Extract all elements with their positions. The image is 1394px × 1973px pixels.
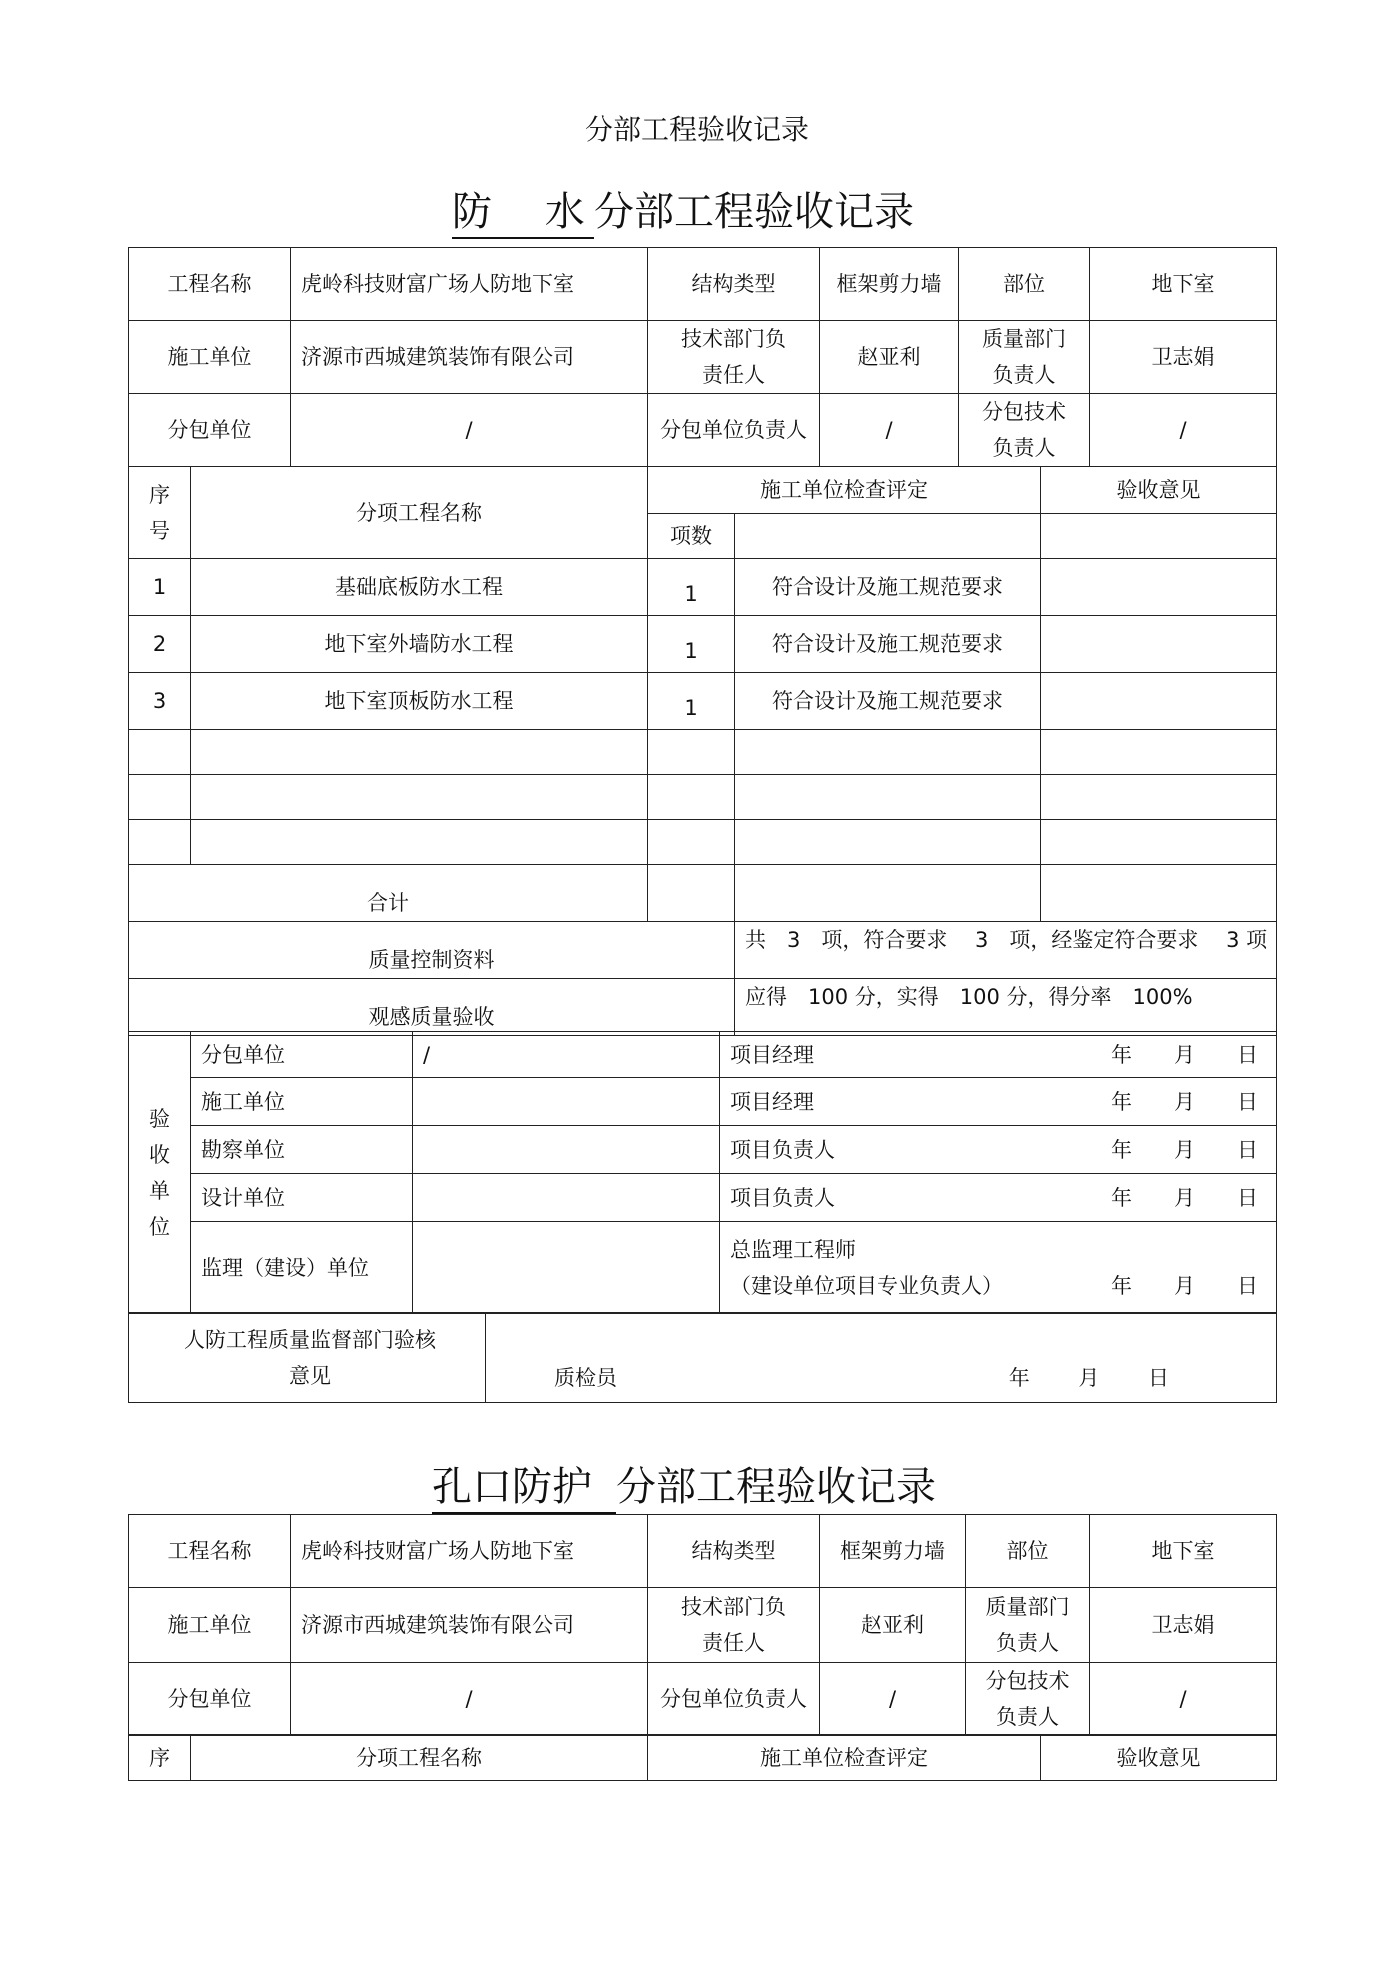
sub-tech-head-label: 分包技术负责人 bbox=[966, 1663, 1090, 1736]
sub-unit-head-value: / bbox=[820, 1663, 966, 1736]
item-seq: 2 bbox=[129, 616, 191, 673]
result-column-header bbox=[735, 514, 1041, 559]
sub-unit-label: 分包单位 bbox=[129, 1663, 291, 1736]
sign-date: 年 月 日 bbox=[1111, 1273, 1258, 1298]
item-name: 地下室外墙防水工程 bbox=[191, 616, 648, 673]
quality-docs-value: 共 3 项，符合要求 3 项，经鉴定符合要求 3 项 bbox=[735, 922, 1277, 979]
sign-date: 年 月 日 bbox=[1111, 1137, 1258, 1162]
signer-role: 项目负责人 bbox=[730, 1137, 835, 1162]
supervision-label: 人防工程质量监督部门验核意见 bbox=[129, 1313, 486, 1403]
acceptance-unit-value bbox=[413, 1174, 720, 1222]
opinion-column-header: 验收意见 bbox=[1041, 467, 1277, 514]
total-label: 合计 bbox=[129, 865, 648, 922]
empty-cell bbox=[129, 775, 191, 820]
table-row-empty bbox=[129, 820, 1277, 865]
empty-cell bbox=[1041, 820, 1277, 865]
contractor-label: 施工单位 bbox=[129, 1588, 291, 1663]
signer-role: 项目经理 bbox=[730, 1089, 814, 1114]
form1-supervision-table bbox=[128, 1312, 1277, 1403]
item-count: 1 bbox=[648, 559, 735, 616]
structure-type-label: 结构类型 bbox=[648, 1515, 820, 1588]
signer-role-secondary: （建设单位项目专业负责人） bbox=[730, 1273, 1003, 1298]
inspection-column-header: 施工单位检查评定 bbox=[648, 1735, 1041, 1781]
acceptance-unit-value bbox=[413, 1078, 720, 1126]
supervision-date: 年 月 日 bbox=[1008, 1366, 1170, 1390]
item-opinion bbox=[1041, 559, 1277, 616]
empty-cell bbox=[191, 730, 648, 775]
acceptance-unit-value bbox=[413, 1222, 720, 1314]
acceptance-signature bbox=[720, 1222, 1277, 1314]
item-seq: 1 bbox=[129, 559, 191, 616]
sub-unit-value: / bbox=[291, 394, 648, 467]
location-value: 地下室 bbox=[1090, 1515, 1277, 1588]
empty-cell bbox=[1041, 730, 1277, 775]
total-count bbox=[648, 865, 735, 922]
tech-head-label: 技术部门负责任人 bbox=[648, 321, 820, 394]
signer-role: 项目经理 bbox=[730, 1042, 814, 1067]
sub-unit-value: / bbox=[291, 1663, 648, 1736]
acceptance-unit-name: 施工单位 bbox=[191, 1078, 413, 1126]
empty-cell bbox=[191, 820, 648, 865]
acceptance-signature bbox=[720, 1126, 1277, 1174]
form2-header-table bbox=[128, 1514, 1277, 1736]
item-count: 1 bbox=[648, 616, 735, 673]
item-name: 地下室顶板防水工程 bbox=[191, 673, 648, 730]
acceptance-signature bbox=[720, 1032, 1277, 1078]
tech-head-value: 赵亚利 bbox=[820, 1588, 966, 1663]
empty-cell bbox=[648, 775, 735, 820]
project-name-label: 工程名称 bbox=[129, 1515, 291, 1588]
empty-cell bbox=[648, 730, 735, 775]
acceptance-unit-name: 监理（建设）单位 bbox=[191, 1222, 413, 1314]
total-result bbox=[735, 865, 1041, 922]
acceptance-unit-name: 分包单位 bbox=[191, 1032, 413, 1078]
contractor-value: 济源市西城建筑装饰有限公司 bbox=[291, 321, 648, 394]
form1-header-table bbox=[128, 247, 1277, 467]
table-row-empty bbox=[129, 775, 1277, 820]
sub-unit-head-label: 分包单位负责人 bbox=[648, 1663, 820, 1736]
sub-tech-head-value: / bbox=[1090, 1663, 1277, 1736]
sign-date: 年 月 日 bbox=[1111, 1042, 1258, 1067]
sub-unit-head-value: / bbox=[820, 394, 959, 467]
form2-title bbox=[432, 1455, 936, 1514]
sub-unit-label: 分包单位 bbox=[129, 394, 291, 467]
empty-cell bbox=[1041, 775, 1277, 820]
item-result: 符合设计及施工规范要求 bbox=[735, 673, 1041, 730]
form1-title-suffix: 分部工程验收记录 bbox=[594, 189, 914, 235]
project-name-value: 虎岭科技财富广场人防地下室 bbox=[291, 1515, 648, 1588]
acceptance-signature bbox=[720, 1174, 1277, 1222]
sub-unit-head-label: 分包单位负责人 bbox=[648, 394, 820, 467]
appearance-value: 应得 100 分，实得 100 分，得分率 100% bbox=[735, 979, 1277, 1036]
item-seq: 3 bbox=[129, 673, 191, 730]
empty-cell bbox=[735, 820, 1041, 865]
quality-head-label: 质量部门负责人 bbox=[959, 321, 1090, 394]
contractor-label: 施工单位 bbox=[129, 321, 291, 394]
form2-title-suffix: 分部工程验收记录 bbox=[616, 1464, 936, 1510]
table-row bbox=[129, 616, 1277, 673]
supervision-signature bbox=[486, 1313, 1277, 1403]
item-name-column-header: 分项工程名称 bbox=[191, 1735, 648, 1781]
item-opinion bbox=[1041, 673, 1277, 730]
empty-cell bbox=[129, 820, 191, 865]
quality-docs-label: 质量控制资料 bbox=[129, 922, 735, 979]
opinion-column-header: 验收意见 bbox=[1041, 1735, 1277, 1781]
count-column-header: 项数 bbox=[648, 514, 735, 559]
empty-cell bbox=[735, 775, 1041, 820]
structure-type-value: 框架剪力墙 bbox=[820, 1515, 966, 1588]
signer-role: 总监理工程师 bbox=[730, 1237, 856, 1262]
item-name: 基础底板防水工程 bbox=[191, 559, 648, 616]
form2-title-prefix: 孔口防护 bbox=[432, 1455, 616, 1514]
acceptance-unit-value bbox=[413, 1126, 720, 1174]
empty-cell bbox=[735, 730, 1041, 775]
empty-cell bbox=[191, 775, 648, 820]
table-row bbox=[129, 673, 1277, 730]
quality-head-value: 卫志娟 bbox=[1090, 321, 1277, 394]
sign-date: 年 月 日 bbox=[1111, 1089, 1258, 1114]
opinion-column-subheader bbox=[1041, 514, 1277, 559]
acceptance-signature bbox=[720, 1078, 1277, 1126]
form2-items-table bbox=[128, 1734, 1277, 1781]
contractor-value: 济源市西城建筑装饰有限公司 bbox=[291, 1588, 648, 1663]
acceptance-units-label: 验收单位 bbox=[129, 1032, 191, 1314]
item-opinion bbox=[1041, 616, 1277, 673]
inspection-column-header: 施工单位检查评定 bbox=[648, 467, 1041, 514]
seq-column-header: 序 bbox=[129, 1735, 191, 1781]
tech-head-label: 技术部门负责任人 bbox=[648, 1588, 820, 1663]
location-value: 地下室 bbox=[1090, 248, 1277, 321]
table-row bbox=[129, 559, 1277, 616]
structure-type-value: 框架剪力墙 bbox=[820, 248, 959, 321]
location-label: 部位 bbox=[959, 248, 1090, 321]
table-row-empty bbox=[129, 730, 1277, 775]
empty-cell bbox=[648, 820, 735, 865]
seq-column-header: 序号 bbox=[129, 467, 191, 559]
total-opinion bbox=[1041, 865, 1277, 922]
item-count: 1 bbox=[648, 673, 735, 730]
quality-head-value: 卫志娟 bbox=[1090, 1588, 1277, 1663]
document-title: 分部工程验收记录 bbox=[584, 113, 809, 146]
form1-acceptance-table bbox=[128, 1031, 1277, 1314]
item-result: 符合设计及施工规范要求 bbox=[735, 559, 1041, 616]
appearance-label: 观感质量验收 bbox=[129, 979, 735, 1036]
empty-cell bbox=[129, 730, 191, 775]
sub-tech-head-label: 分包技术负责人 bbox=[959, 394, 1090, 467]
sign-date: 年 月 日 bbox=[1111, 1185, 1258, 1210]
item-name-column-header: 分项工程名称 bbox=[191, 467, 648, 559]
form1-title bbox=[452, 180, 914, 239]
project-name-value: 虎岭科技财富广场人防地下室 bbox=[291, 248, 648, 321]
form1-items-table bbox=[128, 466, 1277, 1036]
acceptance-unit-name: 设计单位 bbox=[191, 1174, 413, 1222]
sub-tech-head-value: / bbox=[1090, 394, 1277, 467]
structure-type-label: 结构类型 bbox=[648, 248, 820, 321]
tech-head-value: 赵亚利 bbox=[820, 321, 959, 394]
item-result: 符合设计及施工规范要求 bbox=[735, 616, 1041, 673]
form1-title-prefix: 防 水 bbox=[452, 180, 594, 239]
location-label: 部位 bbox=[966, 1515, 1090, 1588]
inspector-label: 质检员 bbox=[554, 1366, 617, 1390]
quality-head-label: 质量部门负责人 bbox=[966, 1588, 1090, 1663]
acceptance-unit-name: 勘察单位 bbox=[191, 1126, 413, 1174]
project-name-label: 工程名称 bbox=[129, 248, 291, 321]
signer-role: 项目负责人 bbox=[730, 1185, 835, 1210]
acceptance-unit-value: / bbox=[413, 1032, 720, 1078]
